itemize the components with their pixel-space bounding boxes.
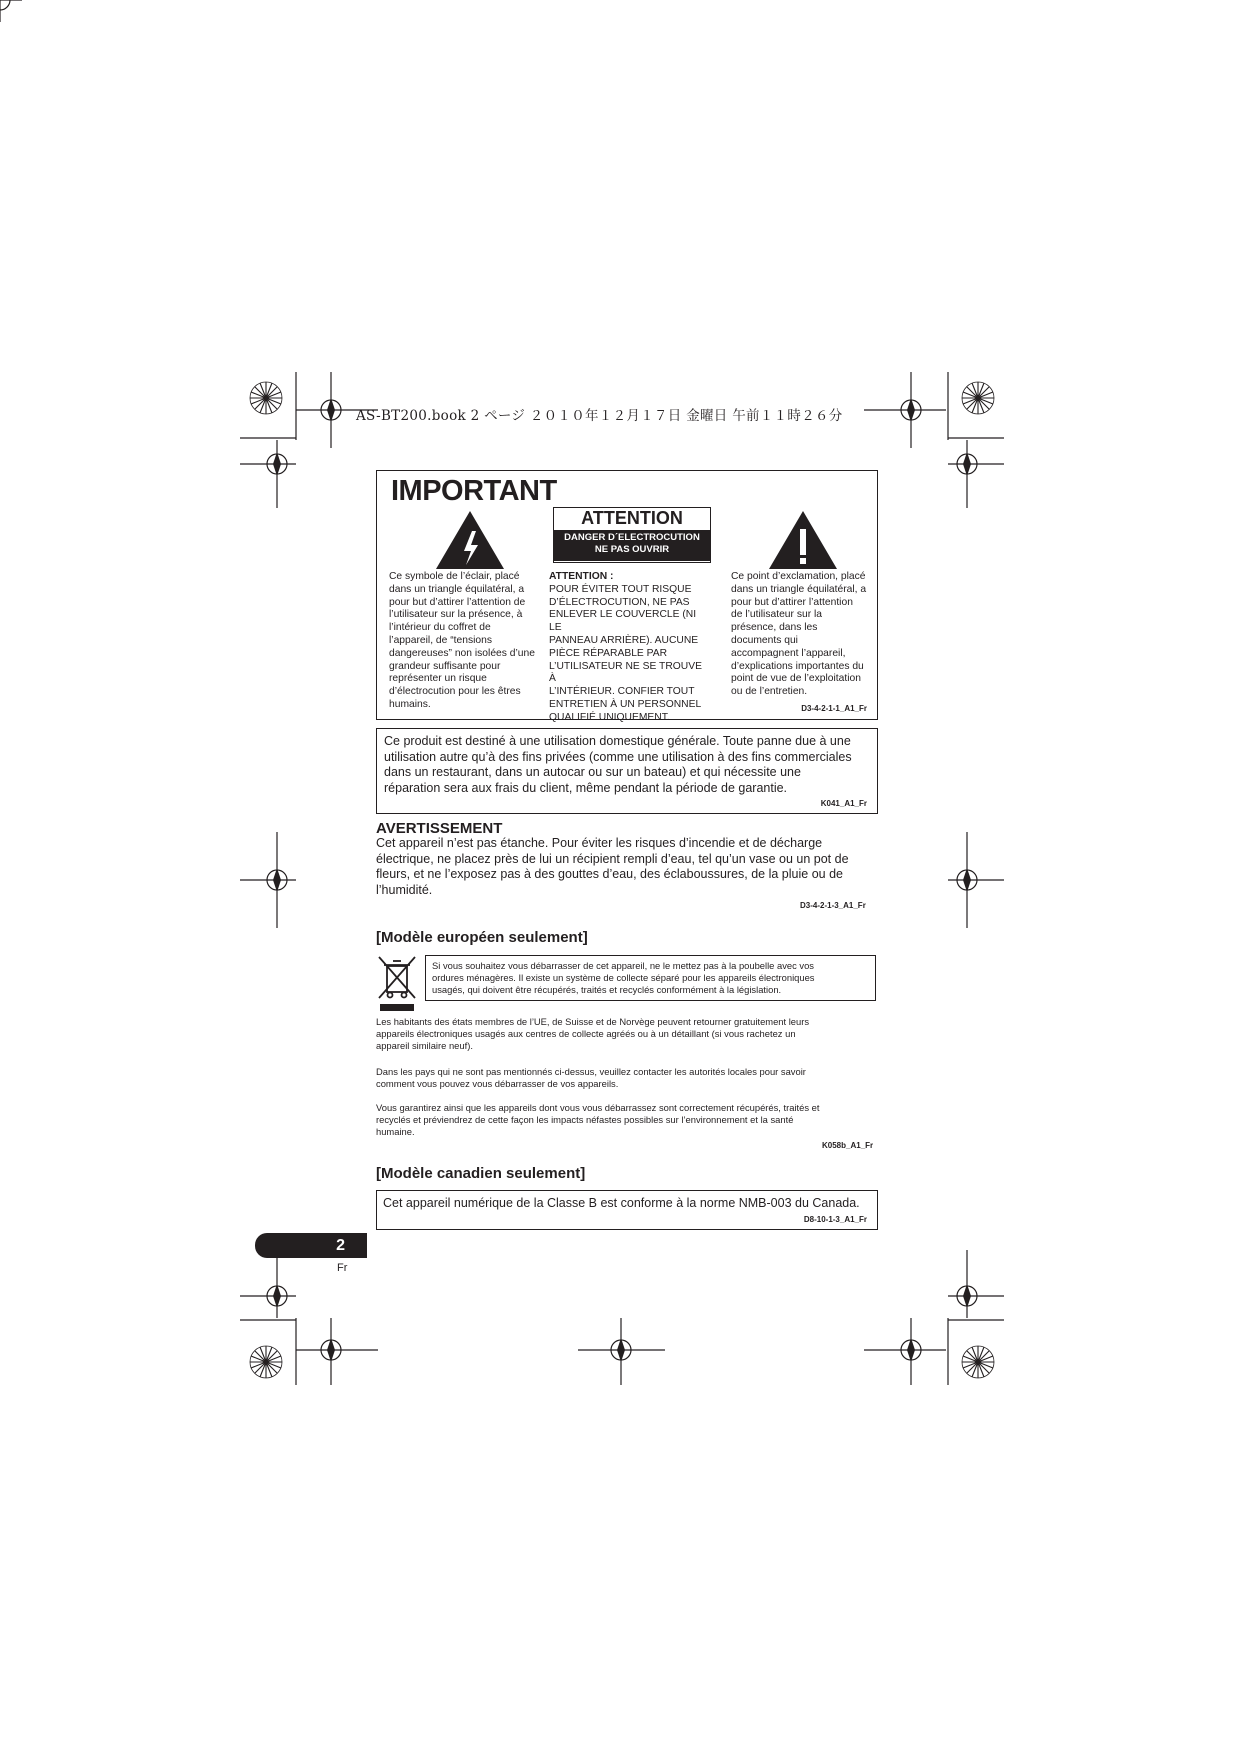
eu-model-heading: [Modèle européen seulement] — [376, 929, 588, 946]
eu-ref-code: K058b_A1_Fr — [822, 1141, 874, 1150]
lightning-explanation: Ce symbole de l’éclair, placé dans un triangle équilatéral, a pour but d’attirer l’attention de l’utilisateur sur la présence, à l’intérieur du coffret de l’appareil, de “tensions dangereuses” non isolées d’une grandeur suffisante pour représenter un risque d’électrocution pour les êtres humains. — [389, 571, 535, 710]
eu-paragraph-1: Les habitants des états membres de l’UE, de Suisse et de Norvège peuvent retourner gratuitement leurs appareils électroniques usagés aux centres de collecte agréés ou à un détaillant (si vous rachetez un appareil similaire neuf). — [376, 1016, 810, 1051]
canada-ref-code: D8-10-1-3_A1_Fr — [803, 1215, 867, 1224]
attention-sub-line-1: DANGER D´ELECTROCUTION — [564, 532, 700, 543]
domestic-use-text: Ce produit est destiné à une utilisation domestique générale. Toute panne due à une utilisation autre qu’à des fins privées (comme une utilisation à des fins commerciales dans un restaurant, dans un autocar ou sur un bateau) et qui nécessite une réparation sera aux frais du client, même pendant la période de garantie. — [384, 734, 852, 795]
canada-box — [376, 1190, 878, 1230]
attention-title: ATTENTION : — [549, 571, 614, 582]
canada-model-heading: [Modèle canadien seulement] — [376, 1165, 586, 1182]
warning-text: Cet appareil n’est pas étanche. Pour éviter les risques d’incendie et de décharge électrique, ne placez près de lui un récipient rempli d’eau, tel qu’un vase ou un pot de fleurs, et ne l’exposez pas à des gouttes d’eau, des éclaboussures, de la pluie ou de l’humidité. — [376, 836, 849, 897]
attention-subheading — [554, 530, 710, 561]
exclamation-explanation: Ce point d’exclamation, placé dans un triangle équilatéral, a pour but d’attirer l’attention de l’utilisateur sur la présence, dans les documents qui accompagnent l’appareil, d’explications importantes du point de vue de l’exploitation ou de l’entretien. — [731, 571, 867, 698]
important-box — [376, 470, 878, 723]
attention-explanation: ATTENTION : POUR ÉVITER TOUT RISQUE D’ÉLECTROCUTION, NE PAS ENLEVER LE COUVERCLE (NI LE PANNEAU ARRIÈRE). AUCUNE PIÈCE RÉPARABLE PAR L’UTILISATEUR NE SE TROUVE À L’INTÉRIEUR. CONFIER TOUT ENTRETIEN À UN PERSONNEL QUALIFIÉ UNIQUEMENT. — [549, 571, 709, 725]
exclamation-warning-icon — [767, 509, 839, 571]
domestic-use-box — [376, 728, 878, 814]
attention-heading: ATTENTION — [581, 508, 683, 528]
important-title: IMPORTANT — [391, 475, 557, 507]
warning-heading: AVERTISSEMENT — [376, 820, 503, 837]
warning-ref-code: D3-4-2-1-3_A1_Fr — [800, 901, 866, 910]
attention-sub-line-2: NE PAS OUVRIR — [594, 544, 670, 555]
page-number: 2 — [255, 1233, 367, 1258]
lightning-warning-icon — [434, 509, 506, 571]
eu-disposal-text: Si vous souhaitez vous débarrasser de cet appareil, ne le mettez pas à la poubelle avec vos ordures ménagères. Il existe un système de collecte séparé pour les appareils électroniques usagés, qui doivent être récupérés, traités et recyclés conformément à la législation. — [432, 960, 815, 995]
eu-paragraph-3: Vous garantirez ainsi que les appareils dont vous vous débarrassez sont correctement récupérés, traités et recyclés et préviendrez de cette façon les impacts néfastes possibles sur l’environnement et la santé humaine. — [376, 1102, 820, 1137]
attention-label — [553, 507, 711, 563]
important-ref-code: D3-4-2-1-1_A1_Fr — [801, 704, 867, 713]
page-language: Fr — [337, 1262, 348, 1274]
canada-text: Cet appareil numérique de la Classe B est conforme à la norme NMB-003 du Canada. — [383, 1196, 860, 1210]
weee-bin-icon — [376, 954, 418, 1014]
print-header: AS-BT200.book 2 ページ ２０１０年１２月１７日 金曜日 午前１１時２６分 — [356, 408, 843, 424]
eu-paragraph-2: Dans les pays qui ne sont pas mentionnés ci-dessus, veuillez contacter les autorités locales pour savoir comment vous pouvez vous débarrasser de vos appareils. — [376, 1066, 806, 1089]
eu-disposal-box — [425, 955, 876, 1001]
domestic-ref-code: K041_A1_Fr — [820, 799, 867, 808]
